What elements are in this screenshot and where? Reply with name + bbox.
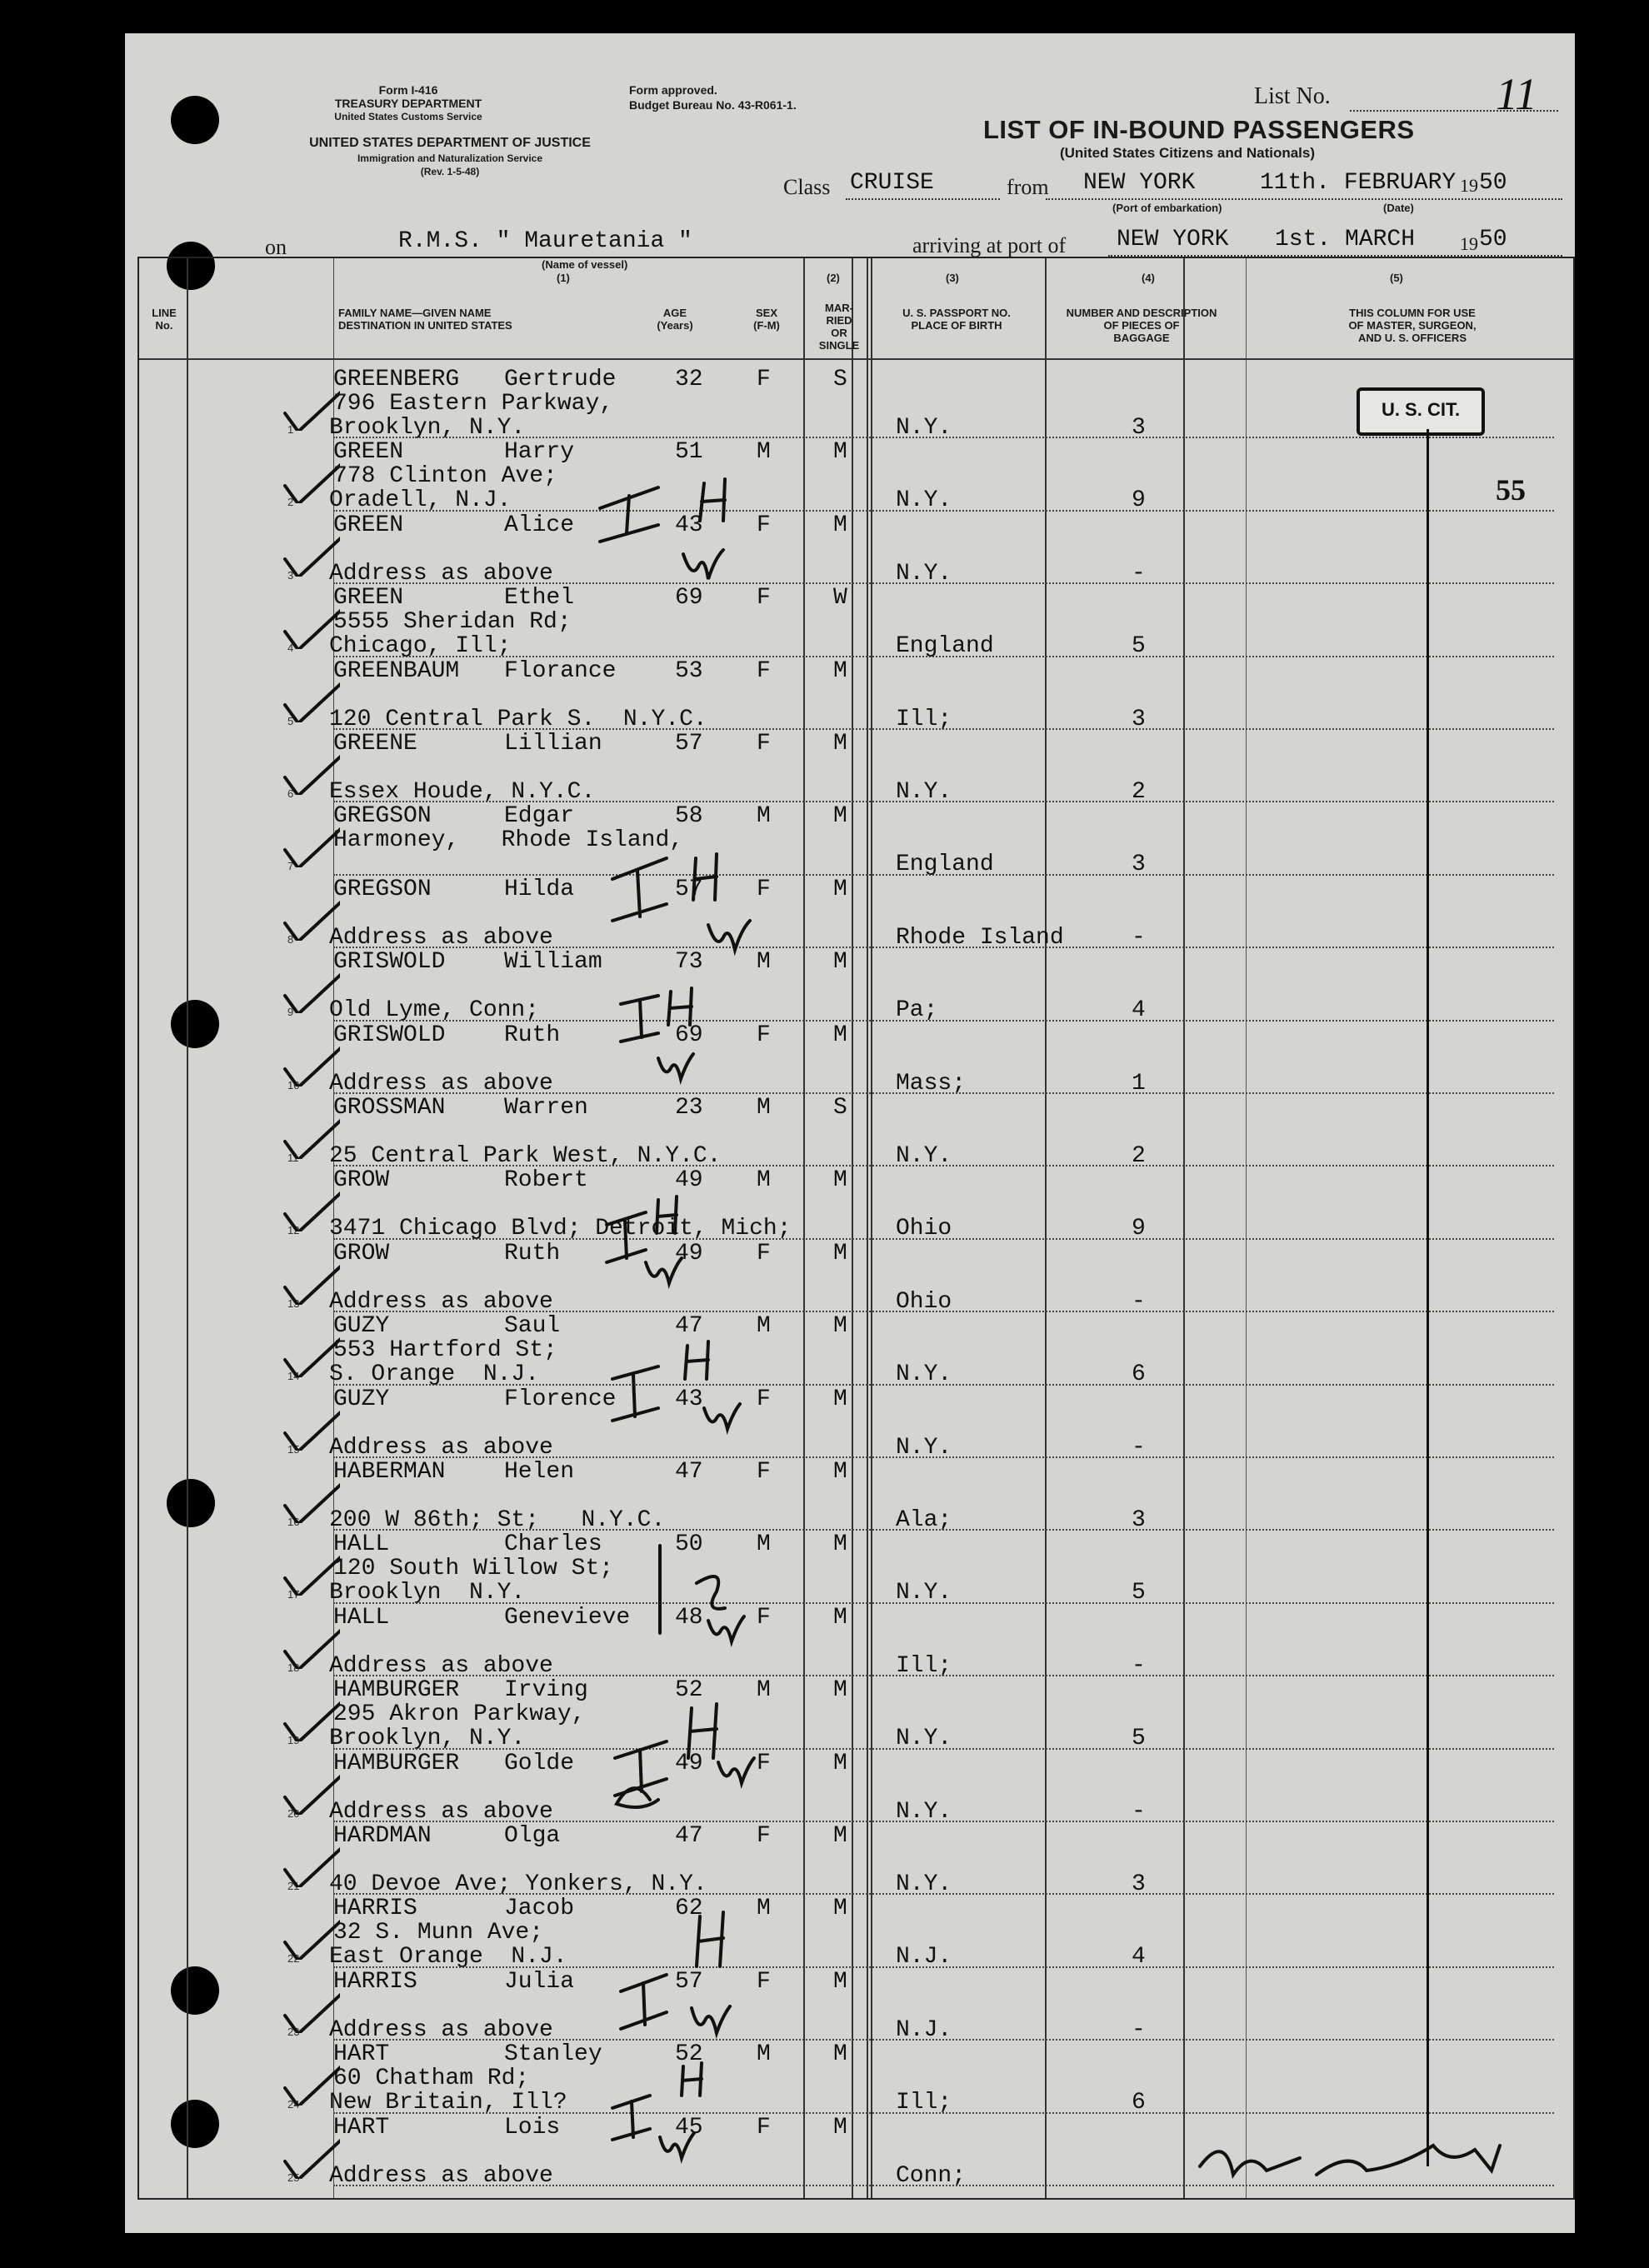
- place-of-birth: N.Y.: [896, 1580, 952, 1606]
- age: 49: [675, 1750, 703, 1776]
- place-of-birth: Ill;: [896, 706, 952, 732]
- justice-dept: UNITED STATES DEPARTMENT OF JUSTICE: [309, 136, 591, 150]
- age: 47: [675, 1459, 703, 1485]
- address-line-1: 120 South Willow St;: [333, 1556, 614, 1582]
- line-number: 10: [287, 1078, 300, 1092]
- marital-status: S: [833, 1095, 847, 1121]
- age: 58: [675, 803, 703, 830]
- address-line-2: East Orange N.J.: [329, 1944, 567, 1971]
- line-number: 2: [287, 496, 294, 509]
- line-number: 13: [287, 1296, 300, 1310]
- surname: HALL: [333, 1531, 390, 1558]
- surname: GROW: [333, 1167, 390, 1194]
- baggage-count: 5: [1132, 633, 1146, 660]
- sex: F: [757, 1750, 771, 1776]
- sex: F: [757, 1823, 771, 1849]
- baggage-count: 9: [1132, 1216, 1146, 1242]
- sex: M: [757, 439, 771, 466]
- class-label: Class: [783, 175, 831, 199]
- line-number: 7: [287, 860, 294, 873]
- line-number: 24: [287, 2098, 300, 2111]
- marital-status: M: [833, 949, 847, 976]
- line-number: 21: [287, 1880, 300, 1892]
- marital-status: M: [833, 731, 847, 757]
- line-number: 19: [287, 1734, 300, 1747]
- given-name: Genevieve: [504, 1604, 631, 1631]
- col-header-name: FAMILY NAME—GIVEN NAME DESTINATION IN UNITED STATES: [338, 307, 512, 332]
- sex: F: [757, 876, 771, 902]
- place-of-birth: Ill;: [896, 2090, 952, 2116]
- place-of-birth: N.Y.: [896, 1726, 952, 1752]
- sex: F: [757, 2114, 771, 2141]
- baggage-count: -: [1132, 1434, 1146, 1461]
- address-line-2: Address as above: [329, 1434, 553, 1461]
- age: 62: [675, 1896, 703, 1922]
- marital-status: M: [833, 1386, 847, 1412]
- address-line-2: 200 W 86th; St; N.Y.C.: [329, 1507, 666, 1533]
- address-line-2: Address as above: [329, 1652, 553, 1679]
- given-name: Ruth: [504, 1240, 561, 1266]
- surname: HAMBURGER: [333, 1750, 460, 1776]
- given-name: Irving: [504, 1677, 588, 1704]
- age: 57: [675, 1968, 703, 1995]
- sex: F: [757, 367, 771, 392]
- sex: F: [757, 512, 771, 538]
- place-of-birth: Ohio: [896, 1288, 952, 1315]
- col-header-age: AGE (Years): [657, 307, 693, 332]
- address-line-2: Essex Houde, N.Y.C.: [329, 779, 596, 805]
- surname: GREENBERG: [333, 367, 460, 392]
- address-line-2: 120 Central Park S. N.Y.C.: [329, 706, 707, 732]
- address-line-2: 40 Devoe Ave; Yonkers, N.Y.: [329, 1871, 707, 1897]
- year-prefix-1: 19: [1460, 175, 1478, 196]
- age: 49: [675, 1240, 703, 1266]
- line-number: 8: [287, 932, 294, 946]
- line-number: 12: [287, 1224, 300, 1237]
- address-line-2: 3471 Chicago Blvd; Detroit, Mich;: [329, 1216, 792, 1242]
- age: 53: [675, 657, 703, 684]
- marital-status: M: [833, 512, 847, 538]
- marital-status: W: [833, 585, 847, 612]
- age: 47: [675, 1313, 703, 1340]
- surname: HAMBURGER: [333, 1677, 460, 1704]
- col-header-baggage: NUMBER AND DESCRIPTION OF PIECES OF BAGGAGE: [1066, 307, 1217, 344]
- given-name: Helen: [504, 1459, 575, 1485]
- address-line-2: Oradell, N.J.: [329, 487, 512, 514]
- age: 43: [675, 1386, 703, 1412]
- list-no-label: List No.: [1254, 83, 1331, 109]
- address-line-2: Address as above: [329, 924, 553, 951]
- place-of-birth: N.J.: [896, 1944, 952, 1971]
- place-of-birth: N.Y.: [896, 415, 952, 441]
- line-number: 3: [287, 568, 294, 582]
- age: 69: [675, 1022, 703, 1048]
- marital-status: M: [833, 2041, 847, 2068]
- place-of-birth: N.Y.: [896, 487, 952, 514]
- age: 45: [675, 2114, 703, 2141]
- col-header-sex: SEX (F-M): [753, 307, 780, 332]
- address-line-2: Address as above: [329, 2016, 553, 2043]
- given-name: Florence: [504, 1386, 617, 1412]
- place-of-birth: N.Y.: [896, 1361, 952, 1388]
- marital-status: M: [833, 1823, 847, 1849]
- place-of-birth: N.Y.: [896, 1798, 952, 1825]
- marital-status: M: [833, 1896, 847, 1922]
- given-name: Warren: [504, 1095, 588, 1121]
- customs-service: United States Customs Service: [334, 111, 482, 122]
- marital-status: M: [833, 1968, 847, 1995]
- address-line-2: Brooklyn N.Y.: [329, 1580, 526, 1606]
- given-name: Harry: [504, 439, 575, 466]
- address-line-1: 32 S. Munn Ave;: [333, 1920, 544, 1946]
- age: 51: [675, 439, 703, 466]
- baggage-count: -: [1132, 560, 1146, 587]
- line-number: 25: [287, 2171, 300, 2184]
- place-of-birth: Rhode Island: [896, 924, 1064, 951]
- surname: GRISWOLD: [333, 1022, 446, 1048]
- col-header-passport: U. S. PASSPORT NO. PLACE OF BIRTH: [902, 307, 1011, 332]
- vessel-caption: (Name of vessel): [542, 258, 628, 271]
- baggage-count: 3: [1132, 852, 1146, 878]
- arriving-label: arriving at port of: [912, 233, 1067, 257]
- on-label: on: [265, 235, 287, 259]
- surname: GRISWOLD: [333, 949, 446, 976]
- us-citizen-stamp: U. S. CIT.: [1357, 387, 1485, 436]
- surname: HALL: [333, 1604, 390, 1631]
- surname: GREEN: [333, 585, 404, 612]
- baggage-count: 4: [1132, 1944, 1146, 1971]
- surname: HARRIS: [333, 1896, 417, 1922]
- baggage-count: -: [1132, 1288, 1146, 1315]
- place-of-birth: England: [896, 633, 994, 660]
- arrival-year: 50: [1479, 227, 1507, 252]
- place-of-birth: Ala;: [896, 1507, 952, 1533]
- line-number: 23: [287, 2025, 300, 2038]
- marital-status: M: [833, 1459, 847, 1485]
- surname: GROW: [333, 1240, 390, 1266]
- surname: GREEN: [333, 512, 404, 538]
- surname: GUZY: [333, 1313, 390, 1340]
- embark-date: 11th. FEBRUARY: [1260, 170, 1457, 196]
- surname: GREGSON: [333, 876, 432, 902]
- line-number: 1: [287, 423, 294, 436]
- sex: M: [757, 1677, 771, 1704]
- arrival-date: 1st. MARCH: [1275, 227, 1416, 252]
- surname: HABERMAN: [333, 1459, 446, 1485]
- line-number: 16: [287, 1516, 300, 1528]
- baggage-count: 5: [1132, 1580, 1146, 1606]
- marital-status: M: [833, 1022, 847, 1048]
- given-name: Ruth: [504, 1022, 561, 1048]
- given-name: Hilda: [504, 876, 575, 902]
- marital-status: M: [833, 876, 847, 902]
- line-number: 20: [287, 1806, 300, 1820]
- line-number: 14: [287, 1370, 300, 1383]
- surname: GREENBAUM: [333, 657, 460, 684]
- baggage-count: 4: [1132, 997, 1146, 1024]
- col-header-married: MAR- RIED OR SINGLE: [818, 302, 860, 352]
- marital-status: M: [833, 1750, 847, 1776]
- form-number: Form I-416: [378, 83, 438, 97]
- sex: F: [757, 1386, 771, 1412]
- age: 69: [675, 585, 703, 612]
- sex: F: [757, 1604, 771, 1631]
- surname: GROSSMAN: [333, 1095, 446, 1121]
- marital-status: M: [833, 657, 847, 684]
- surname: GREENE: [333, 731, 417, 757]
- embark-year: 50: [1479, 170, 1507, 196]
- surname: GUZY: [333, 1386, 390, 1412]
- baggage-count: 9: [1132, 487, 1146, 514]
- age: 48: [675, 1604, 703, 1631]
- given-name: Stanley: [504, 2041, 602, 2068]
- sex: M: [757, 1896, 771, 1922]
- address-line-2: Address as above: [329, 1288, 553, 1315]
- list-number: 11: [1496, 69, 1537, 119]
- baggage-count: 3: [1132, 1507, 1146, 1533]
- place-of-birth: N.Y.: [896, 560, 952, 587]
- col-num-1: (1): [557, 272, 570, 284]
- revision: (Rev. 1-5-48): [420, 166, 480, 177]
- line-number: 22: [287, 1952, 300, 1966]
- address-line-2: New Britain, Ill?: [329, 2090, 567, 2116]
- marital-status: M: [833, 2114, 847, 2141]
- age: 49: [675, 1167, 703, 1194]
- marital-status: M: [833, 1313, 847, 1340]
- port-embark-caption: (Port of embarkation): [1112, 202, 1222, 214]
- sex: M: [757, 1531, 771, 1558]
- vessel-name: R.M.S. " Mauretania ": [398, 228, 692, 254]
- baggage-count: 3: [1132, 415, 1146, 441]
- class-value: CRUISE: [850, 170, 934, 196]
- age: 57: [675, 731, 703, 757]
- given-name: Olga: [504, 1823, 561, 1849]
- address-line-2: Brooklyn, N.Y.: [329, 1726, 526, 1752]
- surname: HARDMAN: [333, 1823, 432, 1849]
- embark-port: NEW YORK: [1083, 170, 1196, 196]
- ins-service: Immigration and Naturalization Service: [357, 152, 543, 164]
- baggage-count: 2: [1132, 1143, 1146, 1169]
- address-line-1: 796 Eastern Parkway,: [333, 391, 614, 417]
- age: 23: [675, 1095, 703, 1121]
- col-num-2: (2): [827, 272, 840, 284]
- place-of-birth: Ohio: [896, 1216, 952, 1242]
- given-name: Julia: [504, 1968, 575, 1995]
- from-label: from: [1007, 175, 1049, 199]
- place-of-birth: N.Y.: [896, 1871, 952, 1897]
- given-name: Lillian: [504, 731, 602, 757]
- address-line-2: Brooklyn, N.Y.: [329, 415, 526, 441]
- baggage-count: 6: [1132, 2090, 1146, 2116]
- age: 52: [675, 1677, 703, 1704]
- surname: HARRIS: [333, 1968, 417, 1995]
- sex: F: [757, 1968, 771, 1995]
- line-number: 4: [287, 642, 294, 655]
- baggage-count: -: [1132, 2016, 1146, 2043]
- address-line-1: 553 Hartford St;: [333, 1337, 557, 1364]
- baggage-count: -: [1132, 1798, 1146, 1825]
- arrival-port: NEW YORK: [1117, 227, 1229, 252]
- marital-status: M: [833, 1604, 847, 1631]
- given-name: Jacob: [504, 1896, 575, 1922]
- age: 50: [675, 1531, 703, 1558]
- age: 47: [675, 1823, 703, 1849]
- sex: F: [757, 1240, 771, 1266]
- baggage-count: 5: [1132, 1726, 1146, 1752]
- line-number: 18: [287, 1661, 300, 1674]
- col-header-officers: THIS COLUMN FOR USE OF MASTER, SURGEON, AND U. S. OFFICERS: [1348, 307, 1477, 344]
- surname: GREEN: [333, 439, 404, 466]
- address-line-2: Address as above: [329, 560, 553, 587]
- col-header-line-no: LINE No.: [152, 307, 177, 332]
- treasury-dept: TREASURY DEPARTMENT: [334, 97, 482, 110]
- given-name: Florance: [504, 657, 617, 684]
- address-line-1: Harmoney, Rhode Island,: [333, 827, 684, 854]
- address-line-1: 778 Clinton Ave;: [333, 463, 557, 490]
- age: 57: [675, 876, 703, 902]
- line-number: 5: [287, 714, 294, 727]
- address-line-2: Address as above: [329, 2162, 553, 2189]
- line-number: 17: [287, 1588, 300, 1601]
- line-number: 6: [287, 787, 294, 800]
- officer-count: 55: [1496, 473, 1526, 507]
- address-line-1: 295 Akron Parkway,: [333, 1701, 586, 1728]
- place-of-birth: Mass;: [896, 1070, 967, 1097]
- address-line-1: 60 Chatham Rd;: [333, 2066, 530, 2092]
- place-of-birth: N.Y.: [896, 779, 952, 805]
- place-of-birth: Ill;: [896, 1652, 952, 1679]
- age: 73: [675, 949, 703, 976]
- marital-status: M: [833, 1531, 847, 1558]
- baggage-count: 6: [1132, 1361, 1146, 1388]
- line-number: 15: [287, 1442, 300, 1456]
- given-name: Gertrude: [504, 367, 617, 392]
- sex: M: [757, 949, 771, 976]
- sex: M: [757, 2041, 771, 2068]
- place-of-birth: England: [896, 852, 994, 878]
- given-name: Alice: [504, 512, 575, 538]
- sex: F: [757, 585, 771, 612]
- address-line-2: 25 Central Park West, N.Y.C.: [329, 1143, 722, 1169]
- marital-status: M: [833, 1167, 847, 1194]
- sex: M: [757, 803, 771, 830]
- surname: GREGSON: [333, 803, 432, 830]
- given-name: Golde: [504, 1750, 575, 1776]
- place-of-birth: N.Y.: [896, 1143, 952, 1169]
- col-num-5: (5): [1390, 272, 1403, 284]
- surname: HART: [333, 2114, 390, 2141]
- line-number: 9: [287, 1006, 294, 1019]
- given-name: Lois: [504, 2114, 561, 2141]
- baggage-count: 2: [1132, 779, 1146, 805]
- place-of-birth: Pa;: [896, 997, 938, 1024]
- sex: M: [757, 1095, 771, 1121]
- marital-status: M: [833, 439, 847, 466]
- marital-status: M: [833, 803, 847, 830]
- given-name: William: [504, 949, 602, 976]
- marital-status: S: [833, 367, 847, 392]
- baggage-count: 3: [1132, 706, 1146, 732]
- age: 52: [675, 2041, 703, 2068]
- budget-bureau: Budget Bureau No. 43-R061-1.: [629, 98, 797, 112]
- address-line-2: S. Orange N.J.: [329, 1361, 540, 1388]
- given-name: Robert: [504, 1167, 588, 1194]
- address-line-2: Address as above: [329, 1070, 553, 1097]
- baggage-count: -: [1132, 924, 1146, 951]
- date-caption: (Date): [1383, 202, 1414, 214]
- address-line-1: 5555 Sheridan Rd;: [333, 609, 572, 636]
- sex: M: [757, 1313, 771, 1340]
- place-of-birth: N.J.: [896, 2016, 952, 2043]
- surname: HART: [333, 2041, 390, 2068]
- year-prefix-2: 19: [1460, 233, 1478, 254]
- place-of-birth: N.Y.: [896, 1434, 952, 1461]
- col-num-4: (4): [1142, 272, 1155, 284]
- given-name: Saul: [504, 1313, 561, 1340]
- baggage-count: 3: [1132, 1871, 1146, 1897]
- baggage-count: 1: [1132, 1070, 1146, 1097]
- form-approved: Form approved.: [629, 83, 717, 97]
- address-line-2: Chicago, Ill;: [329, 633, 512, 660]
- age: 43: [675, 512, 703, 538]
- address-line-2: Old Lyme, Conn;: [329, 997, 540, 1024]
- place-of-birth: Conn;: [896, 2162, 967, 2189]
- col-num-3: (3): [946, 272, 959, 284]
- form-title: LIST OF IN-BOUND PASSENGERS: [983, 115, 1415, 144]
- marital-status: M: [833, 1240, 847, 1266]
- baggage-count: -: [1132, 1652, 1146, 1679]
- marital-status: M: [833, 1677, 847, 1704]
- line-number: 11: [287, 1151, 299, 1164]
- age: 32: [675, 367, 703, 392]
- sex: F: [757, 731, 771, 757]
- sex: F: [757, 657, 771, 684]
- form-subtitle: (United States Citizens and Nationals): [1059, 145, 1316, 161]
- sex: F: [757, 1459, 771, 1485]
- address-line-2: Address as above: [329, 1798, 553, 1825]
- given-name: Charles: [504, 1531, 602, 1558]
- given-name: Edgar: [504, 803, 575, 830]
- sex: F: [757, 1022, 771, 1048]
- given-name: Ethel: [504, 585, 575, 612]
- sex: M: [757, 1167, 771, 1194]
